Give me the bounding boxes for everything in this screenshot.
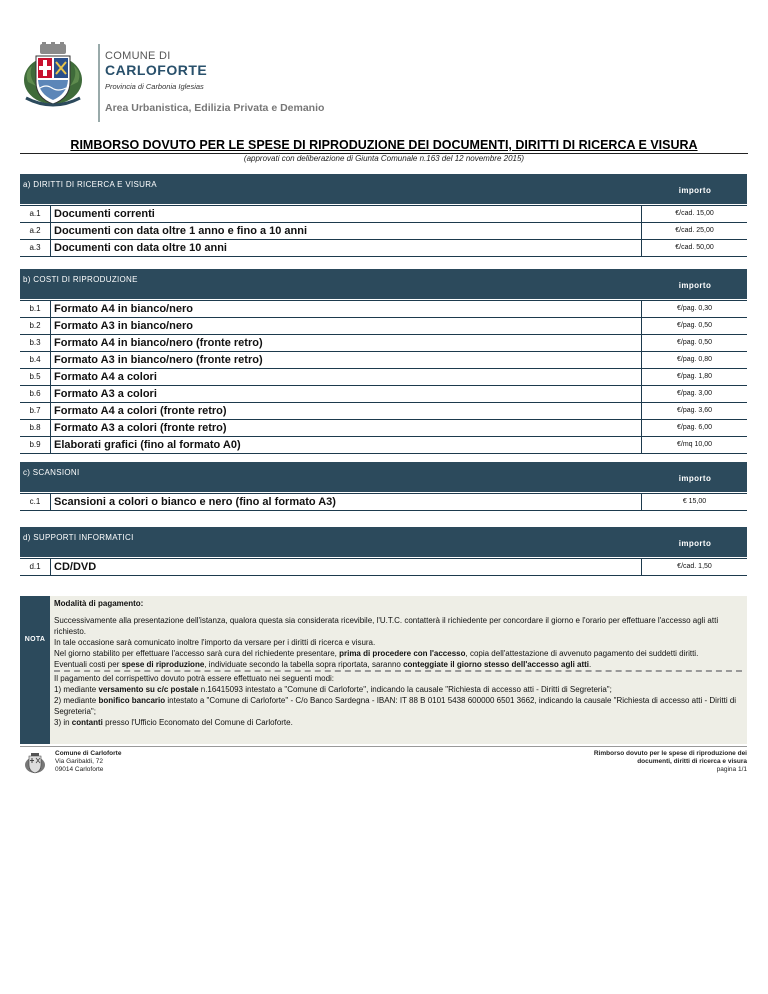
payment-method-cash: 3) in contanti presso l'Ufficio Economato del Comune di Carloforte. bbox=[54, 718, 293, 727]
row-code: b.4 bbox=[29, 355, 41, 364]
payment-method-postal: 1) mediante versamento su c/c postale n.16415093 intestato a "Comune di Carloforte", indicando la causale "Richiesta di accesso atti - Diritti di Segreteria"; bbox=[54, 685, 612, 694]
document-title: RIMBORSO DOVUTO PER LE SPESE DI RIPRODUZIONE DEI DOCUMENTI, DIRITTI DI RICERCA E VISURA bbox=[70, 138, 698, 152]
importo-header: importo bbox=[678, 281, 712, 290]
footer-document-info: Rimborso dovuto per le spese di riproduzione dei documenti, diritti di ricerca e visura pagina 1/1 bbox=[593, 750, 747, 773]
table-row bbox=[20, 493, 747, 511]
header-area: Area Urbanistica, Edilizia Privata e Demanio bbox=[105, 102, 325, 114]
note-title: Modalità di pagamento: bbox=[54, 599, 144, 608]
note-paragraph: Nel giorno stabilito per effettuare l'accesso sarà cura del richiedente presentare, prima di procedere con l'accesso, copia dell'attestazione di avvenuto pagamento dei suddetti diritti. bbox=[54, 649, 699, 658]
note-paragraph: In tale occasione sarà comunicato inoltre l'importo da versare per i diritti di ricerca e visura. bbox=[54, 638, 376, 647]
importo-header: importo bbox=[678, 186, 712, 195]
footer-rule bbox=[20, 746, 747, 747]
letterhead bbox=[14, 38, 754, 118]
row-description: Formato A4 a colori (fronte retro) bbox=[54, 405, 227, 417]
table-row bbox=[20, 318, 747, 335]
row-code: b.3 bbox=[29, 338, 41, 347]
document-subtitle: (approvati con deliberazione di Giunta Comunale n.163 del 12 novembre 2015) bbox=[243, 154, 525, 163]
row-description: Formato A4 in bianco/nero (fronte retro) bbox=[54, 337, 263, 349]
table-row bbox=[20, 240, 747, 257]
section-title: a) DIRITTI DI RICERCA E VISURA bbox=[23, 180, 157, 189]
row-code: a.2 bbox=[29, 226, 41, 235]
row-description: Formato A3 a colori bbox=[54, 388, 157, 400]
section-title: d) SUPPORTI INFORMATICI bbox=[23, 533, 134, 542]
row-code: c.1 bbox=[29, 497, 41, 506]
table-row bbox=[20, 300, 747, 318]
table-row bbox=[20, 335, 747, 352]
header-province: Provincia di Carbonia Iglesias bbox=[105, 82, 204, 91]
section-title: c) SCANSIONI bbox=[23, 468, 80, 477]
row-price: €/pag. 0,50 bbox=[676, 322, 713, 329]
row-price: €/pag. 0,80 bbox=[676, 356, 713, 363]
section-header bbox=[20, 174, 747, 205]
row-code: b.7 bbox=[29, 406, 41, 415]
row-price: €/pag. 1,80 bbox=[676, 373, 713, 380]
row-code: b.8 bbox=[29, 423, 41, 432]
section-costi-riproduzione bbox=[20, 269, 747, 454]
row-price: €/pag. 3,60 bbox=[676, 407, 713, 414]
table-row bbox=[20, 437, 747, 454]
section-title: b) COSTI DI RIPRODUZIONE bbox=[23, 275, 138, 284]
row-description: Formato A3 a colori (fronte retro) bbox=[54, 422, 227, 434]
row-description: Formato A3 in bianco/nero bbox=[54, 320, 193, 332]
row-price: €/cad. 25,00 bbox=[675, 227, 714, 234]
row-code: b.2 bbox=[29, 321, 41, 330]
note-body bbox=[54, 598, 742, 728]
section-header bbox=[20, 527, 747, 558]
row-price: €/cad. 50,00 bbox=[675, 244, 714, 251]
table-row bbox=[20, 223, 747, 240]
page-number: pagina 1/1 bbox=[716, 766, 747, 773]
row-price: €/pag. 3,00 bbox=[676, 390, 713, 397]
row-description: Documenti con data oltre 10 anni bbox=[54, 242, 227, 254]
table-row bbox=[20, 369, 747, 386]
row-description: Documenti correnti bbox=[54, 208, 155, 220]
row-price: €/cad. 15,00 bbox=[675, 210, 714, 217]
header-divider bbox=[98, 44, 100, 122]
row-code: b.5 bbox=[29, 372, 41, 381]
row-code: b.6 bbox=[29, 389, 41, 398]
row-price: €/pag. 0,30 bbox=[676, 305, 713, 312]
row-code: a.3 bbox=[29, 243, 41, 252]
row-description: Scansioni a colori o bianco e nero (fino al formato A3) bbox=[54, 496, 336, 508]
importo-header: importo bbox=[678, 474, 712, 483]
row-description: Documenti con data oltre 1 anno e fino a 10 anni bbox=[54, 225, 308, 237]
payment-note bbox=[20, 596, 747, 744]
table-row bbox=[20, 420, 747, 437]
note-label: NOTA bbox=[24, 636, 46, 643]
row-description: Formato A4 in bianco/nero bbox=[54, 303, 193, 315]
row-price: €/cad. 1,50 bbox=[677, 563, 712, 570]
row-price: €/mq 10,00 bbox=[676, 441, 713, 448]
footer-crest-icon bbox=[24, 752, 46, 774]
table-row bbox=[20, 558, 747, 576]
header-city: CARLOFORTE bbox=[105, 62, 208, 78]
row-description: CD/DVD bbox=[54, 561, 97, 573]
row-description: Elaborati grafici (fino al formato A0) bbox=[54, 439, 241, 451]
section-header bbox=[20, 269, 747, 300]
note-sidebar bbox=[20, 596, 50, 744]
row-code: b.1 bbox=[29, 304, 41, 313]
section-scansioni bbox=[20, 462, 747, 511]
header-comune-di: COMUNE DI bbox=[105, 50, 171, 62]
municipal-crest-icon bbox=[22, 42, 84, 108]
note-paragraph: Eventuali costi per spese di riproduzione, individuate secondo la tabella sopra riportata, saranno conteggiate il giorno stesso dell'accesso agli atti. bbox=[54, 660, 592, 669]
table-row bbox=[20, 403, 747, 420]
importo-header: importo bbox=[678, 539, 712, 548]
row-description: Formato A3 in bianco/nero (fronte retro) bbox=[54, 354, 263, 366]
row-price: €/pag. 0,50 bbox=[676, 339, 713, 346]
row-code: b.9 bbox=[29, 440, 41, 449]
row-price: €/pag. 6,00 bbox=[676, 424, 713, 431]
table-row bbox=[20, 352, 747, 369]
row-code: a.1 bbox=[29, 209, 41, 218]
row-code: d.1 bbox=[29, 562, 41, 571]
footer-address: Comune di Carloforte Via Garibaldi, 72 09014 Carloforte bbox=[55, 750, 122, 773]
section-diritti-ricerca bbox=[20, 174, 747, 257]
note-paragraph: Il pagamento del corrispettivo dovuto potrà essere effettuato nei seguenti modi: bbox=[54, 674, 335, 683]
note-paragraph: Successivamente alla presentazione dell'istanza, qualora questa sia considerata ricevibile, l'U.T.C. contatterà il richiedente per concordare il giorno e l'orario per effettuare l'accesso agli atti richiesto. bbox=[54, 616, 719, 636]
dashed-divider bbox=[54, 670, 742, 672]
row-price: € 15,00 bbox=[682, 498, 707, 505]
row-description: Formato A4 a colori bbox=[54, 371, 157, 383]
payment-method-bank: 2) mediante bonifico bancario intestato a "Comune di Carloforte" - C/o Banco Sardegna - IBAN: IT 88 B 0101 5438 600000 6501 3662, indicando la causale "Richiesta di accesso atti - Diritti di Segreteria"; bbox=[54, 696, 737, 716]
table-row bbox=[20, 386, 747, 403]
section-supporti-informatici bbox=[20, 527, 747, 576]
table-row bbox=[20, 205, 747, 223]
section-header bbox=[20, 462, 747, 493]
